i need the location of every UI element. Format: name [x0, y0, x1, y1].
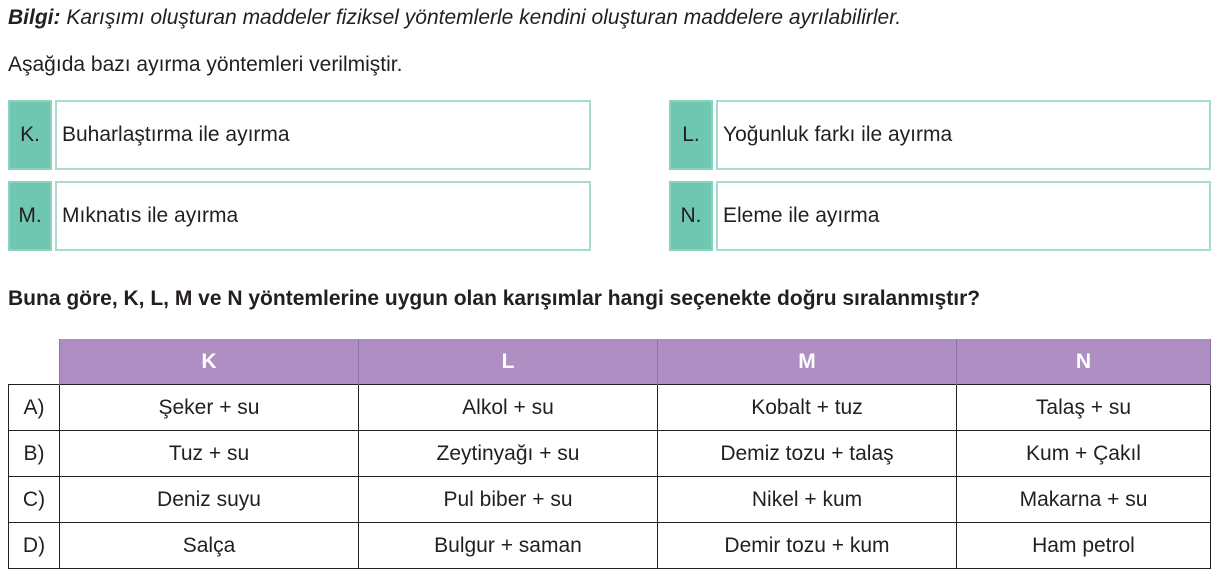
- method-label: Yoğunluk farkı ile ayırma: [716, 100, 1211, 170]
- info-note: [8, 6, 901, 30]
- method-label: Mıknatıs ile ayırma: [55, 181, 591, 251]
- table-cell: Pul biber + su: [359, 477, 658, 523]
- column-header-l: L: [359, 339, 658, 385]
- table-cell: Kum + Çakıl: [957, 431, 1211, 477]
- table-cell: Demir tozu + kum: [658, 523, 957, 569]
- table-cell: Ham petrol: [957, 523, 1211, 569]
- table-cell: Zeytinyağı + su: [359, 431, 658, 477]
- table-cell: Demiz tozu + talaş: [658, 431, 957, 477]
- table-cell: Alkol + su: [359, 385, 658, 431]
- method-letter: K.: [8, 100, 52, 170]
- option-label[interactable]: A): [9, 385, 60, 431]
- table-cell: Şeker + su: [60, 385, 359, 431]
- table-cell: Deniz suyu: [60, 477, 359, 523]
- method-m: [8, 181, 591, 251]
- method-letter: M.: [8, 181, 52, 251]
- intro-text: Aşağıda bazı ayırma yöntemleri verilmiştir.: [8, 53, 403, 76]
- method-k: [8, 100, 591, 170]
- table-cell: Salça: [60, 523, 359, 569]
- method-label: Buharlaştırma ile ayırma: [55, 100, 591, 170]
- table-cell: Bulgur + saman: [359, 523, 658, 569]
- column-header-m: M: [658, 339, 957, 385]
- method-letter: N.: [669, 181, 713, 251]
- table-cell: Makarna + su: [957, 477, 1211, 523]
- option-row-a[interactable]: [9, 385, 1211, 431]
- table-cell: Talaş + su: [957, 385, 1211, 431]
- column-header-n: N: [957, 339, 1211, 385]
- option-label[interactable]: D): [9, 523, 60, 569]
- table-cell: Nikel + kum: [658, 477, 957, 523]
- question-text: Buna göre, K, L, M ve N yöntemlerine uygun olan karışımlar hangi seçenekte doğru sıralanmıştır?: [8, 287, 981, 310]
- method-n: [669, 181, 1211, 251]
- method-label: Eleme ile ayırma: [716, 181, 1211, 251]
- info-text: Karışımı oluşturan maddeler fiziksel yöntemlerle kendini oluşturan maddelere ayrılabilirler.: [60, 6, 902, 29]
- option-row-c[interactable]: [9, 477, 1211, 523]
- answer-options-table: [8, 339, 1211, 569]
- method-letter: L.: [669, 100, 713, 170]
- method-l: [669, 100, 1211, 170]
- option-label[interactable]: B): [9, 431, 60, 477]
- table-corner-cell: [9, 339, 60, 385]
- option-row-d[interactable]: [9, 523, 1211, 569]
- option-label[interactable]: C): [9, 477, 60, 523]
- table-header-row: [9, 339, 1211, 385]
- table-cell: Tuz + su: [60, 431, 359, 477]
- column-header-k: K: [60, 339, 359, 385]
- option-row-b[interactable]: [9, 431, 1211, 477]
- table-cell: Kobalt + tuz: [658, 385, 957, 431]
- info-lead: Bilgi:: [8, 6, 61, 29]
